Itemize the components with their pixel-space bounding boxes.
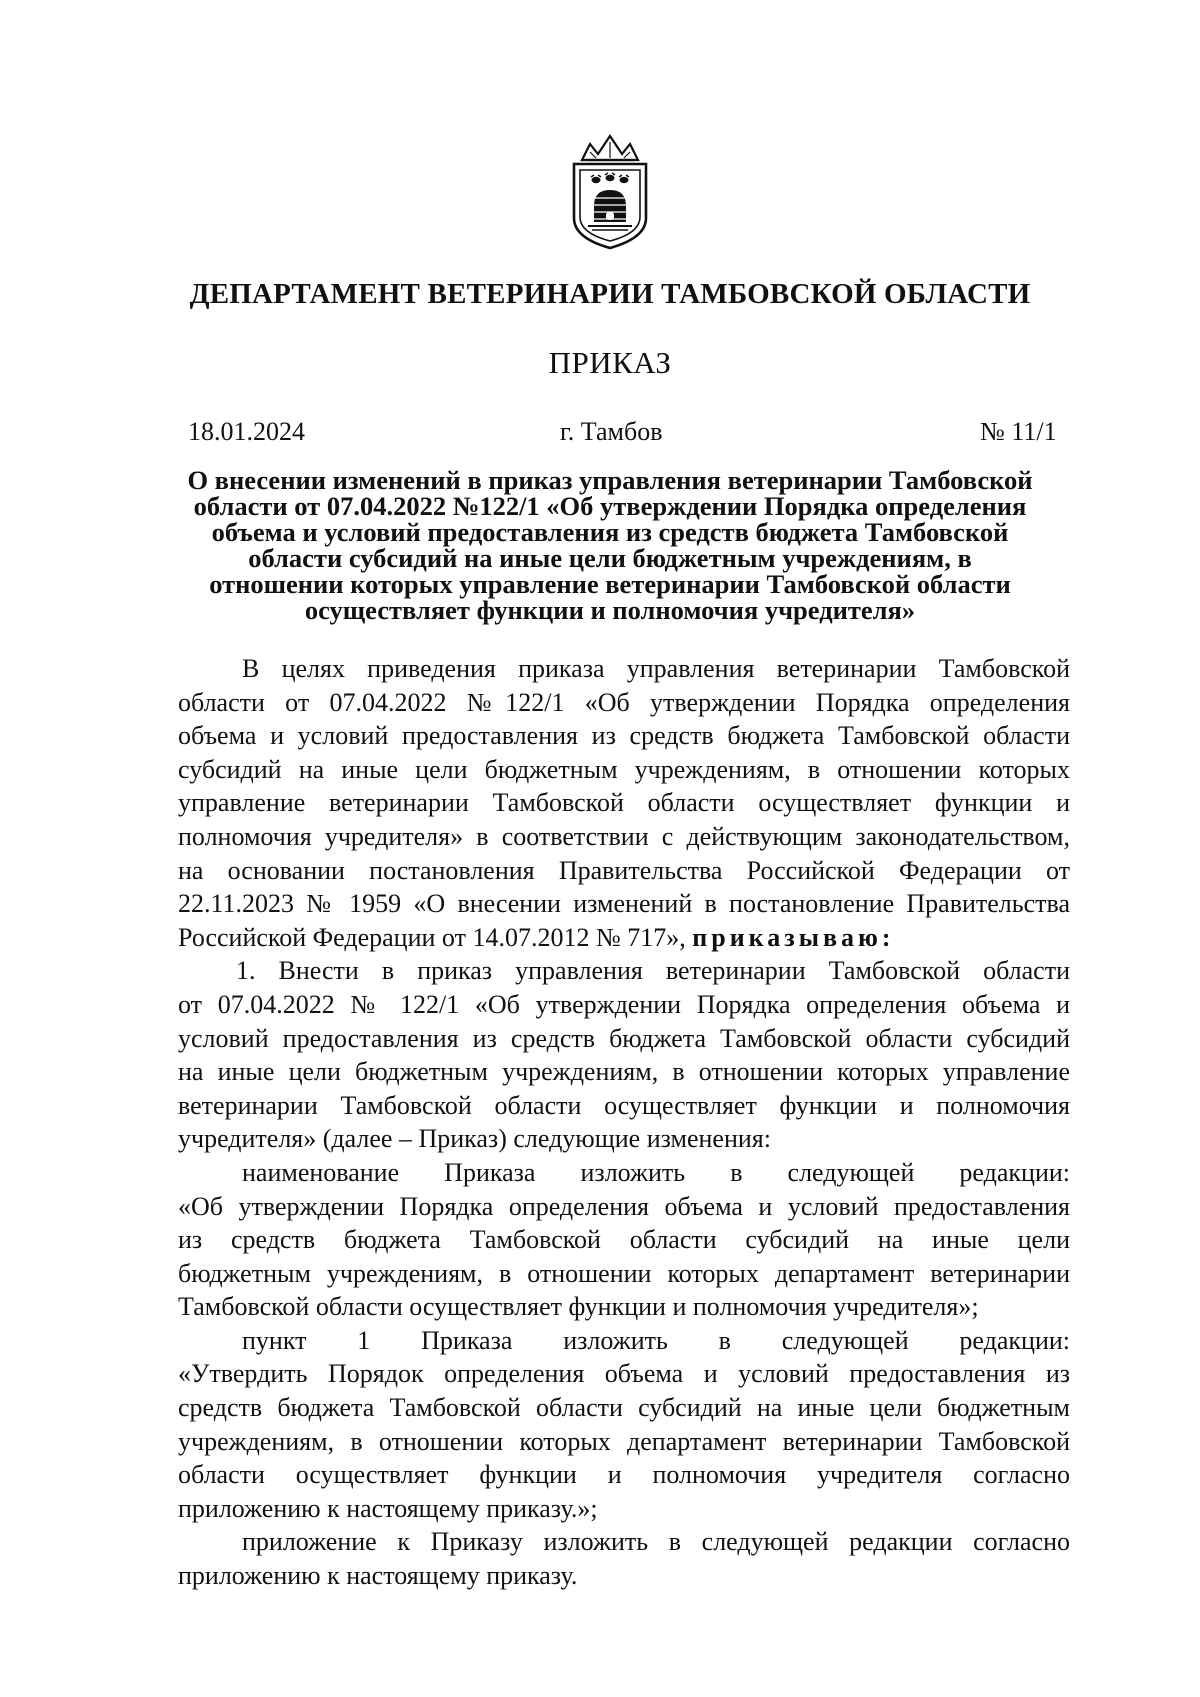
body-line: наименование Приказа изложить в следующей редакции: (242, 1157, 1070, 1187)
coat-of-arms-icon (560, 130, 660, 252)
body-line: В целях приведения приказа управления ветеринарии Тамбовской (242, 654, 1070, 683)
heading-line: О внесении изменений в приказ управления ветеринарии Тамбовской (187, 465, 1033, 495)
body-line: объема и условий предоставления из средств бюджета Тамбовской области (178, 721, 1070, 751)
body-line: области осуществляет функции и полномочия учредителя согласно (178, 1460, 1070, 1490)
order-city: г. Тамбов (560, 417, 663, 446)
heading-line: объема и условий предоставления из средств бюджета Тамбовской (211, 517, 1009, 547)
heading-line: осуществляет функции и полномочия учредителя» (304, 595, 916, 625)
body-line: ветеринарии Тамбовской области осуществляет функции и полномочия (178, 1090, 1070, 1120)
document-type: ПРИКАЗ (548, 345, 672, 380)
body-line: пункт 1 Приказа изложить в следующей редакции: (242, 1325, 1070, 1355)
body-line (178, 921, 1070, 955)
heading-line: отношении которых управление ветеринарии Тамбовской области (209, 569, 1011, 599)
body-line: «Об утверждении Порядка определения объема и условий предоставления (178, 1191, 1070, 1221)
heading-line: области от 07.04.2022 №122/1 «Об утверждении Порядка определения (193, 491, 1027, 521)
body-line: средств бюджета Тамбовской области субсидий на иные цели бюджетным (178, 1393, 1070, 1423)
body-line: приложению к настоящему приказу. (178, 1561, 578, 1591)
body-line: 22.11.2023 № 1959 «О внесении изменений в постановление Правительства (178, 889, 1070, 919)
body-line: области от 07.04.2022 №122/1 «Об утверждении Порядка определения (178, 687, 1070, 717)
order-verb: приказываю: (692, 922, 895, 952)
body-line: 1. Внести в приказ управления ветеринарии Тамбовской области (236, 956, 1070, 986)
order-date: 18.01.2024 (188, 417, 305, 446)
order-body (178, 652, 1070, 1593)
body-line: учредителя» (далее – Приказ) следующие изменения: (178, 1124, 771, 1154)
body-line: «Утвердить Порядок определения объема и условий предоставления из (178, 1359, 1070, 1389)
preamble-last-text: Российской Федерации от 14.07.2012 № 717», (178, 922, 686, 952)
body-line: бюджетным учреждениям, в отношении которых департамент ветеринарии (178, 1258, 1070, 1288)
body-line: полномочия учредителя» в соответствии с действующим законодательством, (178, 821, 1070, 851)
body-line: условий предоставления из средств бюджета Тамбовской области субсидий (178, 1023, 1070, 1053)
body-line: управление ветеринарии Тамбовской области осуществляет функции и (178, 788, 1070, 818)
body-line: приложение к Приказу изложить в следующей редакции согласно (242, 1527, 1070, 1557)
body-line: субсидий на иные цели бюджетным учреждениям, в отношении которых (178, 754, 1070, 784)
order-heading (175, 467, 1045, 623)
body-line: на иные цели бюджетным учреждениям, в отношении которых управление (178, 1057, 1070, 1087)
body-line: от 07.04.2022 № 122/1 «Об утверждении Порядка определения объема и (178, 989, 1070, 1019)
department-name: ДЕПАРТАМЕНТ ВЕТЕРИНАРИИ ТАМБОВСКОЙ ОБЛАСТИ (189, 278, 1031, 310)
body-line: Тамбовской области осуществляет функции и полномочия учредителя»; (178, 1292, 979, 1322)
body-line: из средств бюджета Тамбовской области субсидий на иные цели (178, 1225, 1070, 1255)
body-line: на основании постановления Правительства Российской Федерации от (178, 855, 1070, 885)
heading-line: области субсидий на иные цели бюджетным учреждениям, в (248, 543, 972, 573)
body-line: учреждениям, в отношении которых департамент ветеринарии Тамбовской (178, 1426, 1070, 1456)
body-line: приложению к настоящему приказу.»; (178, 1493, 598, 1523)
order-number: № 11/1 (980, 417, 1057, 446)
